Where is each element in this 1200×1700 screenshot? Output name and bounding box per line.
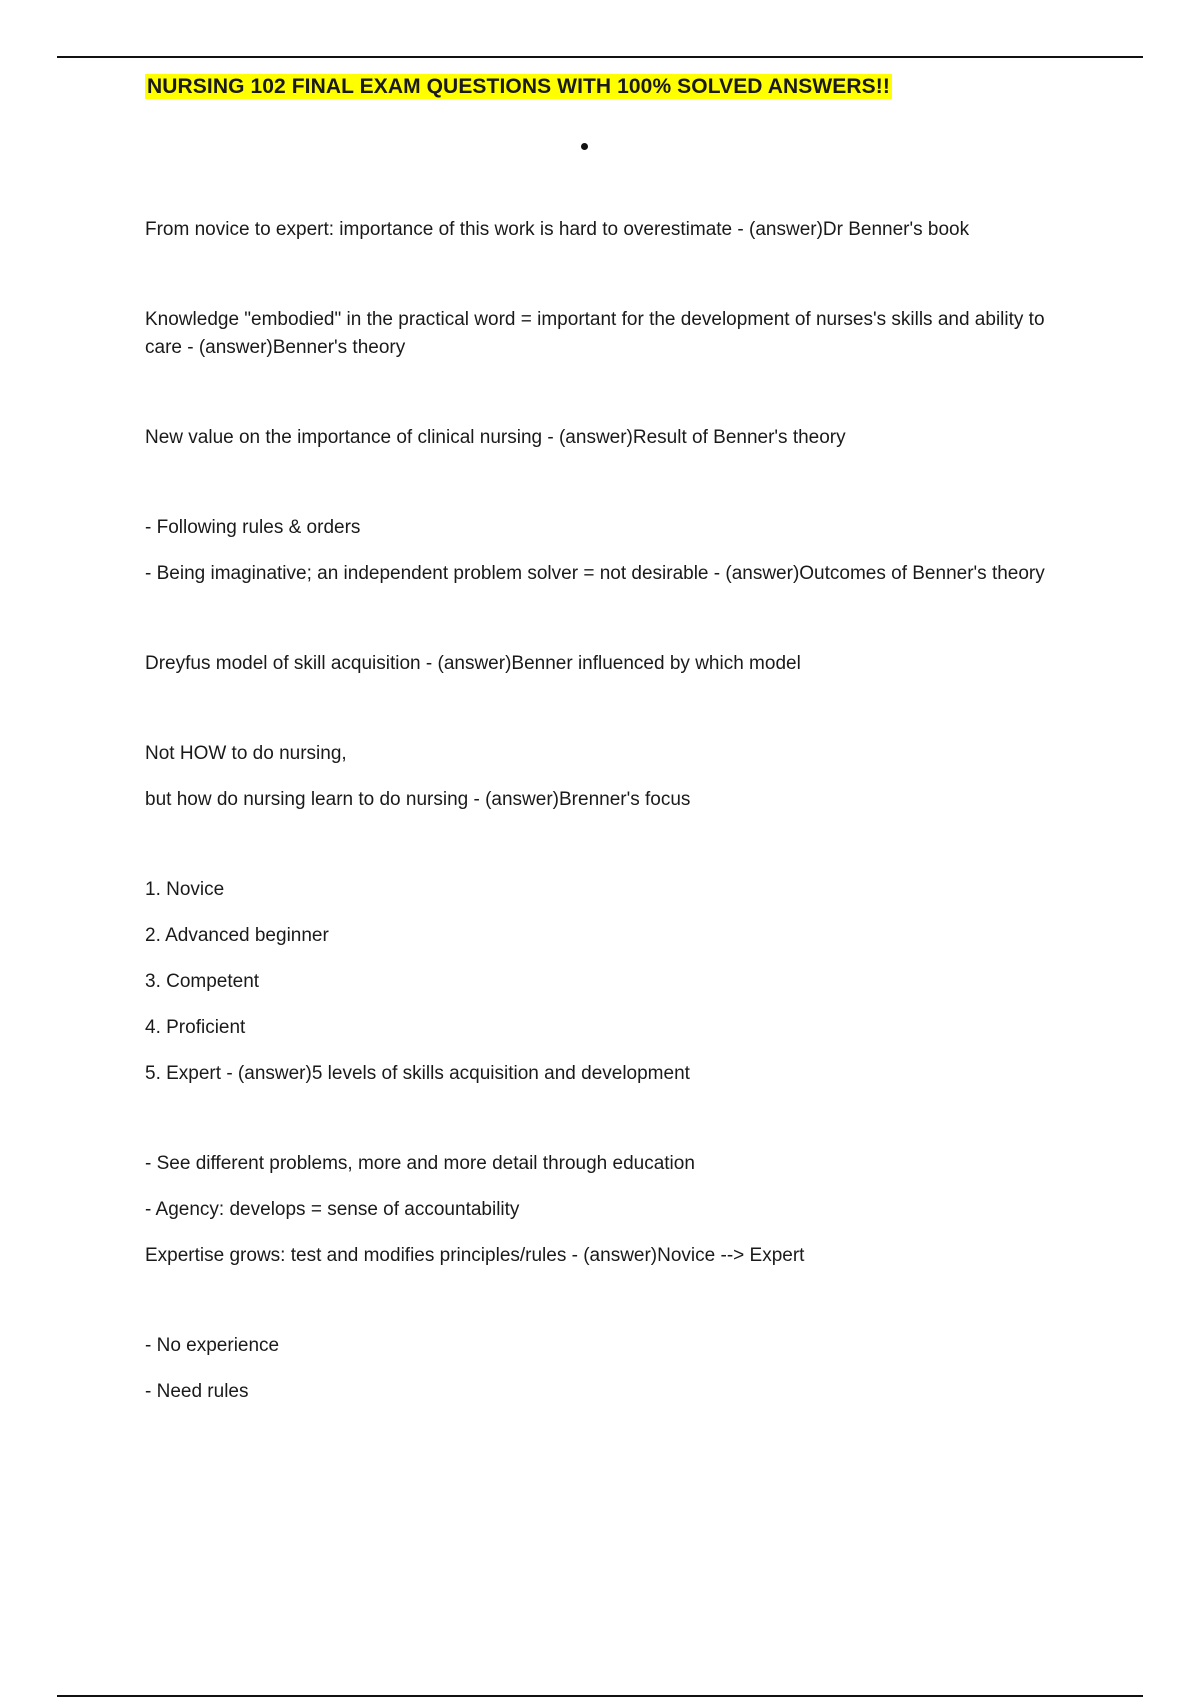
flashcard-1 — [145, 216, 1075, 244]
bottom-rule — [57, 1695, 1143, 1697]
flashcard-5 — [145, 650, 1075, 678]
card-line: Knowledge "embodied" in the practical word = important for the development of nurses's skills and ability to care - (answer)Benner's theory — [145, 309, 1045, 358]
flashcard-4 — [145, 514, 1075, 588]
flashcard-6 — [145, 740, 1075, 814]
card-line: - Being imaginative; an independent problem solver = not desirable - (answer)Outcomes of Benner's theory — [145, 563, 1045, 584]
flashcard-list — [145, 216, 1075, 1468]
document-title — [145, 72, 892, 102]
card-line: 1. Novice — [145, 879, 225, 900]
card-line: - Following rules & orders — [145, 517, 361, 538]
top-rule — [57, 56, 1143, 58]
card-line: - See different problems, more and more detail through education — [145, 1153, 695, 1174]
card-line: 2. Advanced beginner — [145, 925, 329, 946]
card-line: Dreyfus model of skill acquisition - (answer)Benner influenced by which model — [145, 653, 801, 674]
flashcard-7 — [145, 876, 1075, 1088]
card-line: but how do nursing learn to do nursing - (answer)Brenner's focus — [145, 789, 691, 810]
flashcard-3 — [145, 424, 1075, 452]
card-line: 4. Proficient — [145, 1017, 246, 1038]
flashcard-8 — [145, 1150, 1075, 1270]
card-line: 5. Expert - (answer)5 levels of skills acquisition and development — [145, 1063, 690, 1084]
card-line: New value on the importance of clinical nursing - (answer)Result of Benner's theory — [145, 427, 846, 448]
flashcard-2 — [145, 306, 1075, 362]
card-line: From novice to expert: importance of this work is hard to overestimate - (answer)Dr Benner's book — [145, 219, 970, 240]
card-line: - Agency: develops = sense of accountability — [145, 1199, 520, 1220]
title-highlight: NURSING 102 FINAL EXAM QUESTIONS WITH 100% SOLVED ANSWERS!! — [147, 75, 890, 98]
card-line: - Need rules — [145, 1381, 249, 1402]
card-line: Not HOW to do nursing, — [145, 743, 347, 764]
card-line: - No experience — [145, 1335, 280, 1356]
bullet-dot-icon — [581, 143, 588, 150]
flashcard-9 — [145, 1332, 1075, 1406]
card-line: Expertise grows: test and modifies principles/rules - (answer)Novice --> Expert — [145, 1245, 805, 1266]
card-line: 3. Competent — [145, 971, 260, 992]
